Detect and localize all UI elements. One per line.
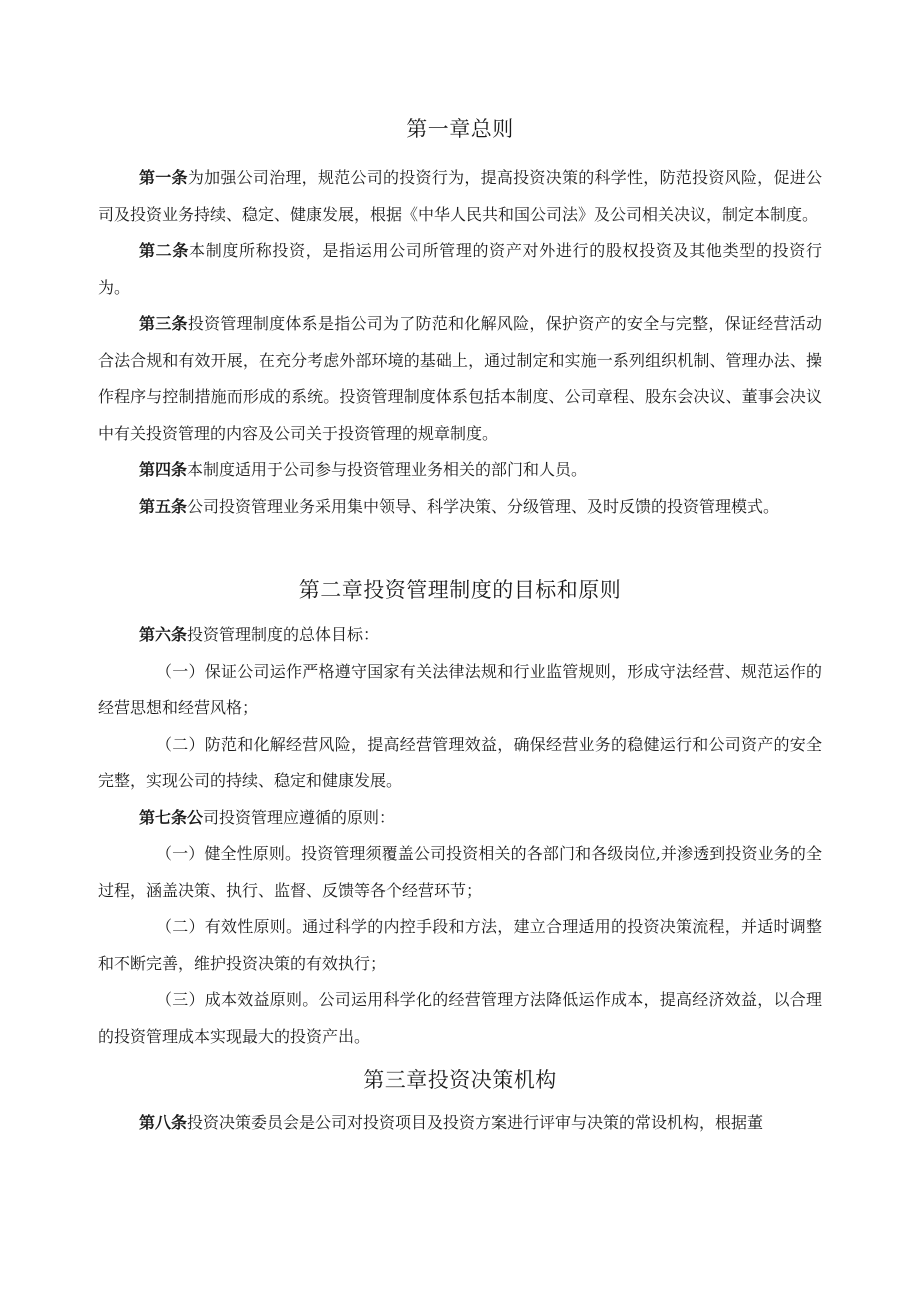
article-7-item-3: （三）成本效益原则。公司运用科学化的经营管理方法降低运作成本，提高经济效益，以合理的投资管理成本实现最大的投资产出。	[98, 990, 822, 1046]
article-4	[98, 452, 822, 489]
article-5	[98, 489, 822, 526]
article-6-text: 投资管理制度的总体目标：	[187, 625, 380, 644]
article-2-text: 本制度所称投资，是指运用公司所管理的资产对外进行的股权投资及其他类型的投资行为。	[98, 241, 822, 297]
article-4-label: 第四条	[139, 460, 188, 479]
article-8	[98, 1105, 822, 1142]
article-7-label: 第七条公	[139, 807, 204, 827]
article-5-text: 公司投资管理业务采用集中领导、科学决策、分级管理、及时反馈的投资管理模式。	[187, 496, 780, 516]
article-3-text: 投资管理制度体系是指公司为了防范和化解风险，保护资产的安全与完整，保证经营活动合法合规和有效开展，在充分考虑外部环境的基础上，通过制定和实施一系列组织机制、管理办法、操作程序与控制措施而形成的系统。投资管理制度体系包括本制度、公司章程、股东会决议、董事会决议中有关投资管理的内容及公司关于投资管理的规章制度。	[98, 314, 822, 443]
article-1-label: 第一条	[139, 168, 188, 187]
article-7-item-1: （一）健全性原则。投资管理须覆盖公司投资相关的各部门和各级岗位,并渗透到投资业务的全过程，涵盖决策、执行、监督、反馈等各个经营环节；	[98, 844, 822, 900]
chapter-3-title: 第三章投资决策机构	[363, 1068, 557, 1092]
document-body	[98, 112, 822, 1142]
article-2-label: 第二条	[139, 241, 190, 260]
article-7-item-2: （二）有效性原则。通过科学的内控手段和方法，建立合理适用的投资决策流程，并适时调整和不断完善，维护投资决策的有效执行；	[98, 917, 822, 973]
article-3	[98, 306, 822, 452]
article-8-text: 投资决策委员会是公司对投资项目及投资方案进行评审与决策的常设机构，根据董	[187, 1113, 764, 1132]
article-4-text: 本制度适用于公司参与投资管理业务相关的部门和人员。	[187, 460, 588, 479]
article-1	[98, 160, 822, 233]
article-7	[98, 800, 822, 837]
article-8-label: 第八条	[139, 1113, 188, 1132]
chapter-2-title: 第二章投资管理制度的目标和原则	[298, 578, 622, 602]
article-1-text: 为加强公司治理，规范公司的投资行为，提高投资决策的科学性，防范投资风险，促进公司及投资业务持续、稳定、健康发展，根据《中华人民共和国公司法》及公司相关决议，制定本制度。	[98, 168, 822, 224]
article-5-label: 第五条	[139, 496, 188, 516]
article-7-text: 司投资管理应遵循的原则：	[203, 807, 396, 827]
article-6	[98, 617, 822, 654]
article-6-label: 第六条	[139, 625, 188, 644]
chapter-1-title: 第一章总则	[406, 117, 514, 141]
article-6-item-1: （一）保证公司运作严格遵守国家有关法律法规和行业监管规则，形成守法经营、规范运作的经营思想和经营风格；	[98, 661, 822, 717]
article-2	[98, 233, 822, 306]
article-3-label: 第三条	[139, 314, 188, 333]
article-6-item-2: （二）防范和化解经营风险，提高经营管理效益，确保经营业务的稳健运行和公司资产的安全完整，实现公司的持续、稳定和健康发展。	[98, 734, 822, 790]
